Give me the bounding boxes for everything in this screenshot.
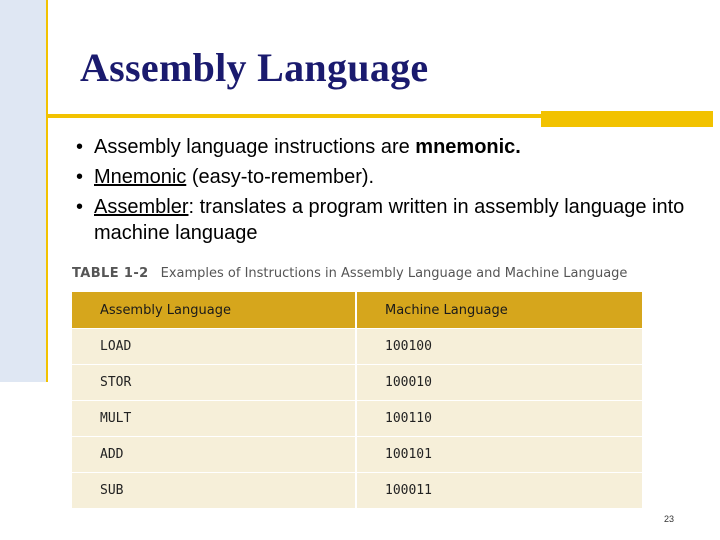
table-caption: [72, 266, 627, 281]
column-header-machine: Machine Language: [357, 292, 642, 328]
assembly-cell: STOR: [72, 364, 357, 400]
slide-title: Assembly Language: [80, 45, 429, 90]
table-row: [72, 472, 642, 508]
bullet-3-text: : translates a program written in assembly language into machine language: [94, 196, 685, 244]
machine-cell: 100101: [357, 436, 642, 472]
machine-cell: 100100: [357, 328, 642, 364]
machine-cell: 100110: [357, 400, 642, 436]
table-caption-text: Examples of Instructions in Assembly Language and Machine Language: [160, 266, 628, 281]
left-decorative-bar: [0, 0, 46, 382]
title-accent-block: [541, 111, 713, 127]
bullet-marker: •: [76, 196, 84, 218]
bullet-item-2: [76, 162, 686, 192]
machine-cell: 100010: [357, 364, 642, 400]
bullet-2-text: (easy-to-remember).: [186, 166, 375, 188]
assembly-cell: LOAD: [72, 328, 357, 364]
page-number: 23: [664, 514, 675, 524]
bullet-1-bold-term: mnemonic.: [415, 136, 521, 158]
table-row: [72, 400, 642, 436]
bullet-item-1: [76, 132, 686, 162]
title-underline-rule: [46, 114, 541, 118]
bullet-list: [76, 132, 686, 246]
bullet-1-text: Assembly language instructions are: [94, 136, 416, 158]
bullet-marker: •: [76, 166, 84, 188]
bullet-marker: •: [76, 136, 84, 158]
bullet-3-underlined-term: Assembler: [94, 196, 189, 218]
machine-cell: 100011: [357, 472, 642, 508]
bullet-item-3: [76, 194, 686, 246]
table-header-row: [72, 292, 642, 328]
table-row: [72, 328, 642, 364]
assembly-cell: ADD: [72, 436, 357, 472]
assembly-cell: MULT: [72, 400, 357, 436]
bullet-2-underlined-term: Mnemonic: [94, 166, 187, 188]
table-row: [72, 436, 642, 472]
left-accent-rule: [46, 0, 48, 382]
instruction-table: [72, 292, 642, 508]
table-caption-number: TABLE 1-2: [72, 266, 149, 281]
column-header-assembly: Assembly Language: [72, 292, 357, 328]
table-row: [72, 364, 642, 400]
assembly-cell: SUB: [72, 472, 357, 508]
